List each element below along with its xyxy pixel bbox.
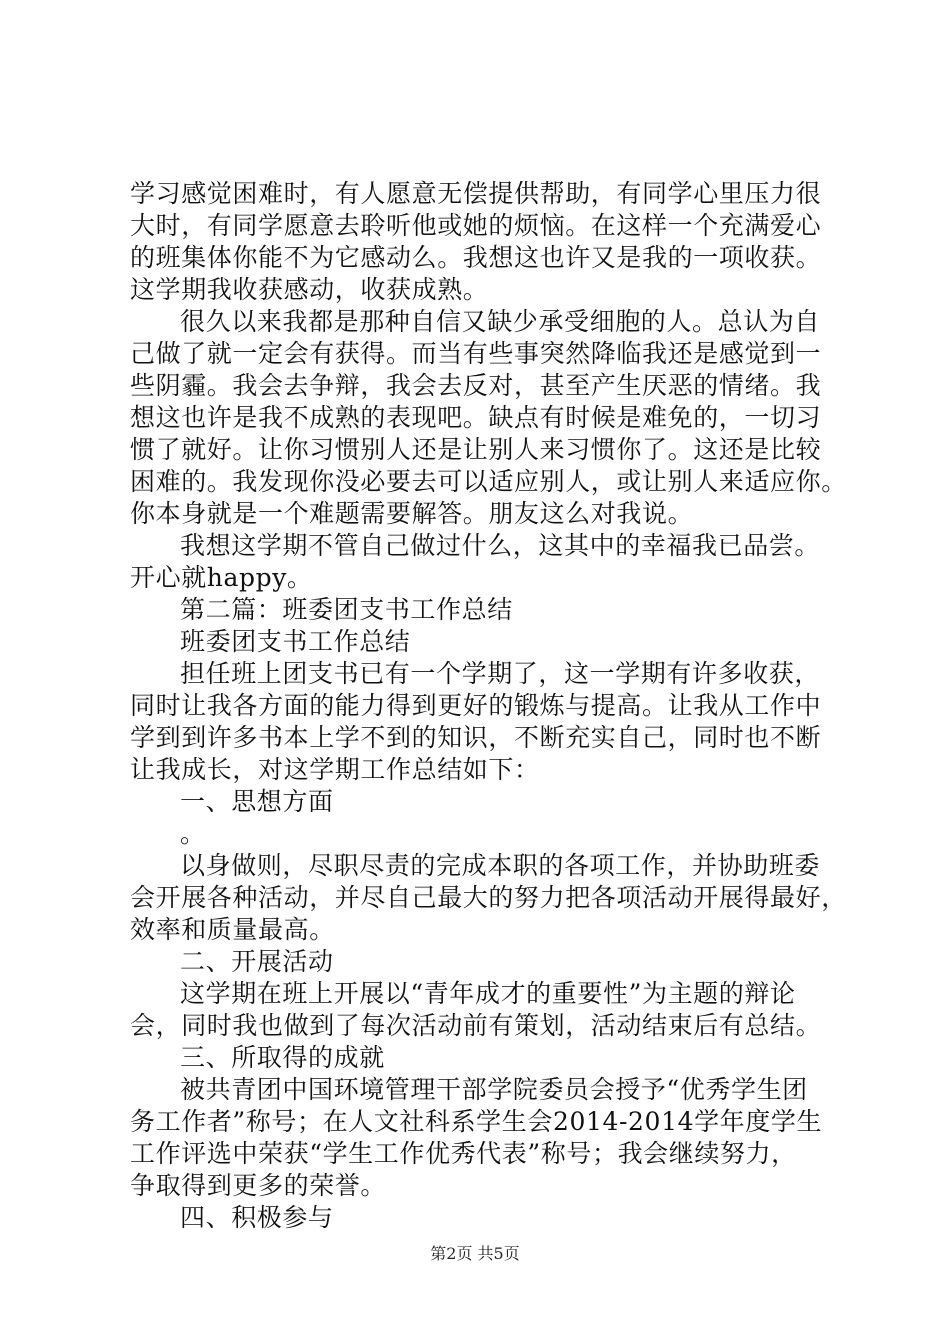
- text-line: 第二篇：班委团支书工作总结: [180, 595, 513, 624]
- text-line: 学到到许多书本上学不到的知识，不断充实自己，同时也不断: [130, 723, 822, 752]
- text-line: 你本身就是一个难题需要解答。朋友这么对我说。: [130, 499, 694, 528]
- text-line: 己做了就一定会有获得。而当有些事突然降临我还是感觉到一: [130, 339, 822, 368]
- text-line: 。: [180, 819, 206, 848]
- text-line: 三、所取得的成就: [180, 1043, 385, 1072]
- text-line: 会开展各种活动，并尽自己最大的努力把各项活动开展得最好，: [130, 883, 847, 912]
- text-line: 会，同时我也做到了每次活动前有策划，活动结束后有总结。: [130, 1011, 822, 1040]
- text-line: 一、思想方面: [180, 787, 334, 816]
- text-line: 让我成长，对这学期工作总结如下：: [130, 755, 540, 784]
- text-line: 被共青团中国环境管理干部学院委员会授予“优秀学生团: [180, 1075, 808, 1104]
- text-line: 这学期我收获感动，收获成熟。: [130, 275, 489, 304]
- text-line: 些阴霾。我会去争辩，我会去反对，甚至产生厌恶的情绪。我: [130, 371, 822, 400]
- document-body: [130, 178, 847, 1234]
- text-line: 工作评选中荣获“学生工作优秀代表”称号；我会继续努力，: [130, 1139, 797, 1168]
- page-footer: 第2页 共5页: [430, 1244, 520, 1263]
- text-line: 争取得到更多的荣誉。: [130, 1171, 387, 1200]
- text-line: 很久以来我都是那种自信又缺少承受细胞的人。总认为自: [180, 307, 821, 336]
- text-line: 二、开展活动: [180, 947, 334, 976]
- text-line: 同时让我各方面的能力得到更好的锻炼与提高。让我从工作中: [130, 691, 822, 720]
- text-line: 惯了就好。让你习惯别人还是让别人来习惯你了。这还是比较: [130, 435, 822, 464]
- text-line: 以身做则，尽职尽责的完成本职的各项工作，并协助班委: [180, 851, 821, 880]
- text-line: 的班集体你能不为它感动么。我想这也许又是我的一项收获。: [130, 243, 822, 272]
- text-line: 班委团支书工作总结: [180, 627, 411, 656]
- text-line: 担任班上团支书已有一个学期了，这一学期有许多收获，: [180, 659, 821, 688]
- text-line: 学习感觉困难时，有人愿意无偿提供帮助，有同学心里压力很: [130, 179, 822, 208]
- text-line: 想这也许是我不成熟的表现吧。缺点有时候是难免的，一切习: [130, 403, 822, 432]
- text-line: 我想这学期不管自己做过什么，这其中的幸福我已品尝。: [180, 531, 821, 560]
- text-line: 困难的。我发现你没必要去可以适应别人，或让别人来适应你。: [130, 467, 847, 496]
- text-line: 四、积极参与: [180, 1203, 334, 1232]
- text-line: 这学期在班上开展以“青年成才的重要性”为主题的辩论: [180, 979, 796, 1008]
- text-line: 开心就happy。: [130, 563, 313, 592]
- text-line: 大时，有同学愿意去聆听他或她的烦恼。在这样一个充满爱心: [130, 211, 822, 240]
- text-line: 效率和质量最高。: [130, 915, 335, 944]
- text-line: 务工作者”称号；在人文社科系学生会2014-2014学年度学生: [130, 1107, 823, 1136]
